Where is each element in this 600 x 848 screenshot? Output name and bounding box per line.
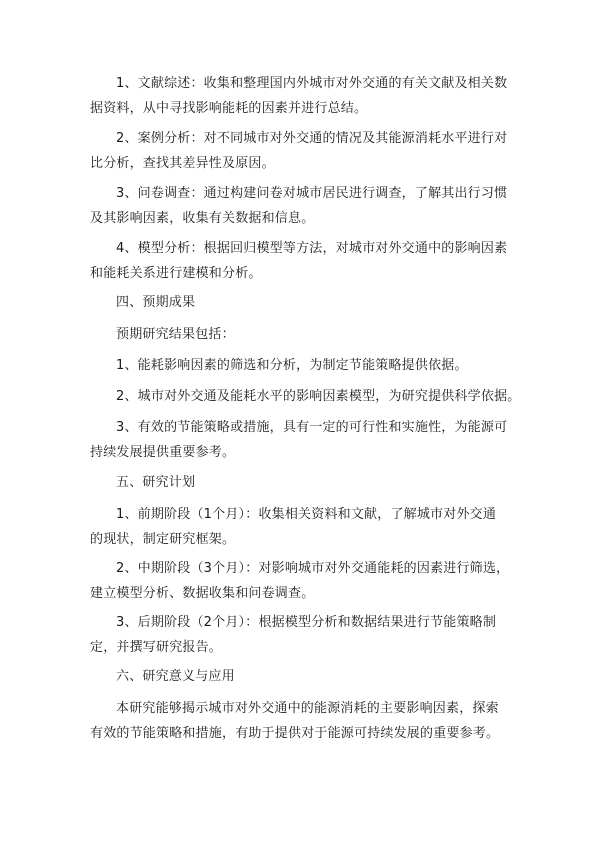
paragraph-result-2 (90, 384, 556, 409)
paragraph-method-survey (90, 181, 530, 231)
paragraph-line: 4、模型分析：根据回归模型等方法，对城市对外交通中的影响因素 (116, 241, 508, 256)
paragraph-line: 预期研究结果包括： (116, 327, 235, 342)
paragraph-results-intro (90, 322, 556, 347)
paragraph-line: 3、问卷调查：通过构建问卷对城市居民进行调查，了解其出行习惯 (116, 186, 508, 201)
paragraph-line: 2、城市对外交通及能耗水平的影响因素模型，为研究提供科学依据。 (116, 389, 521, 404)
paragraph-result-3 (90, 415, 530, 465)
paragraph-line: 持续发展提供重要参考。 (90, 445, 236, 460)
paragraph-method-case-analysis (90, 126, 530, 176)
paragraph-method-literature-review (90, 71, 530, 121)
paragraph-line: 有效的节能策略和措施，有助于提供对于能源可持续发展的重要参考。 (90, 726, 500, 741)
paragraph-line: 本研究能够揭示城市对外交通中的能源消耗的主要影响因素，探索 (116, 701, 499, 716)
paragraph-line: 3、有效的节能策略或措施，具有一定的可行性和实施性，为能源可 (116, 420, 508, 435)
paragraph-line: 1、文献综述：收集和整理国内外城市对外交通的有关文献及相关数 (116, 76, 508, 91)
paragraph-line: 2、案例分析：对不同城市对外交通的情况及其能源消耗水平进行对 (116, 131, 508, 146)
paragraph-line: 2、中期阶段（3个月）：对影响城市对外交通能耗的因素进行筛选， (116, 561, 510, 576)
section-heading-research-plan (90, 470, 556, 495)
paragraph-line: 1、能耗影响因素的筛选和分析，为制定节能策略提供依据。 (116, 358, 468, 373)
section-heading-expected-results (90, 290, 556, 315)
paragraph-plan-middle-stage (90, 556, 530, 606)
paragraph-plan-late-stage (90, 610, 530, 660)
heading-text: 五、研究计划 (116, 475, 196, 490)
paragraph-line: 和能耗关系进行建模和分析。 (90, 266, 262, 281)
paragraph-line: 据资料，从中寻找影响能耗的因素并进行总结。 (90, 101, 368, 116)
paragraph-significance-body (90, 696, 530, 746)
paragraph-line: 的现状，制定研究框架。 (90, 532, 236, 547)
paragraph-line: 比分析，查找其差异性及原因。 (90, 156, 275, 171)
heading-text: 六、研究意义与应用 (116, 669, 235, 684)
paragraph-plan-early-stage (90, 502, 530, 552)
paragraph-line: 1、前期阶段（1个月）：收集相关资料和文献，了解城市对外交通 (116, 507, 497, 522)
paragraph-line: 定，并撰写研究报告。 (90, 640, 223, 655)
paragraph-line: 及其影响因素，收集有关数据和信息。 (90, 211, 315, 226)
paragraph-result-1 (90, 353, 556, 378)
paragraph-line: 3、后期阶段（2个月）：根据模型分析和数据结果进行节能策略制 (116, 615, 497, 630)
paragraph-method-modeling (90, 236, 530, 286)
heading-text: 四、预期成果 (116, 295, 196, 310)
section-heading-significance (90, 664, 556, 689)
paragraph-line: 建立模型分析、数据收集和问卷调查。 (90, 586, 315, 601)
